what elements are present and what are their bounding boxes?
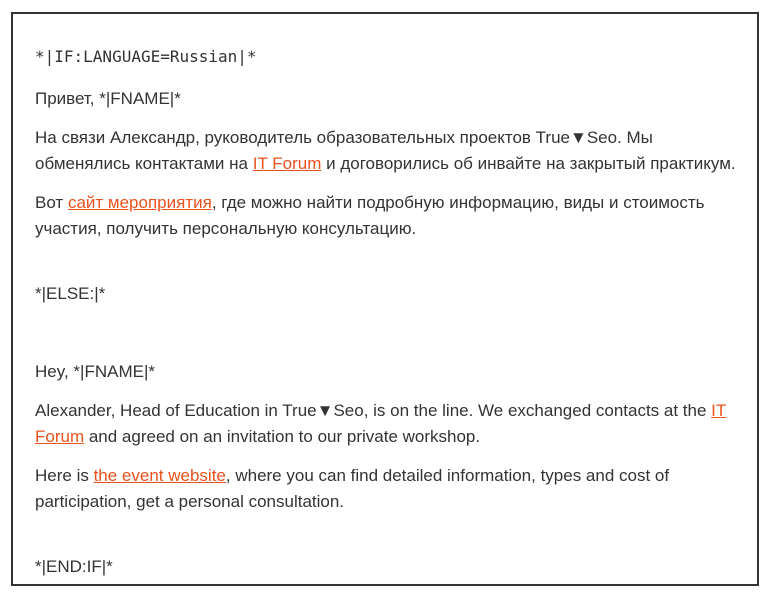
ru-event-site-link[interactable]: сайт мероприятия	[67, 193, 212, 212]
en-p1-text-before: Alexander, Head of Education in True▼Seo, is on the line. We exchanged contacts at the	[35, 401, 712, 420]
ru-p1-text-before: На связи Александр, руководитель образовательных проектов True▼Seo. Мы обменялись контактами на	[35, 128, 653, 173]
ru-greeting: Привет, *|FNAME|*	[35, 89, 181, 108]
email-template-frame	[11, 12, 759, 586]
ru-p2-text-after: , где можно найти подробную информацию, виды и стоимость участия, получить персональную консультацию.	[35, 193, 705, 238]
ru-paragraph-2	[35, 190, 745, 242]
en-paragraph-2	[35, 463, 745, 515]
en-it-forum-link[interactable]: IT Forum	[35, 401, 727, 446]
en-p1-text-after: and agreed on an invitation to our private workshop.	[84, 427, 481, 446]
merge-tag-if: *|IF:LANGUAGE=Russian|*	[35, 47, 257, 66]
email-body	[35, 44, 745, 593]
en-p2-text-before: Here is	[35, 466, 94, 485]
merge-tag-end: *|END:IF|*	[35, 557, 113, 576]
en-p2-text-after: , where you can find detailed information, types and cost of participation, get a personal consultation.	[35, 466, 670, 511]
ru-paragraph-1	[35, 125, 745, 177]
en-paragraph-1	[35, 398, 745, 450]
en-greeting: Hey, *|FNAME|*	[35, 362, 155, 381]
spacer	[35, 255, 745, 281]
ru-p1-text-after: и договорились об инвайте на закрытый практикум.	[321, 154, 736, 173]
spacer	[35, 528, 745, 554]
en-event-site-link[interactable]: the event website	[93, 466, 226, 485]
ru-it-forum-link[interactable]: IT Forum	[252, 154, 322, 173]
merge-tag-else: *|ELSE:|*	[35, 284, 106, 303]
spacer	[35, 320, 745, 359]
ru-p2-text-before: Вот	[35, 193, 68, 212]
